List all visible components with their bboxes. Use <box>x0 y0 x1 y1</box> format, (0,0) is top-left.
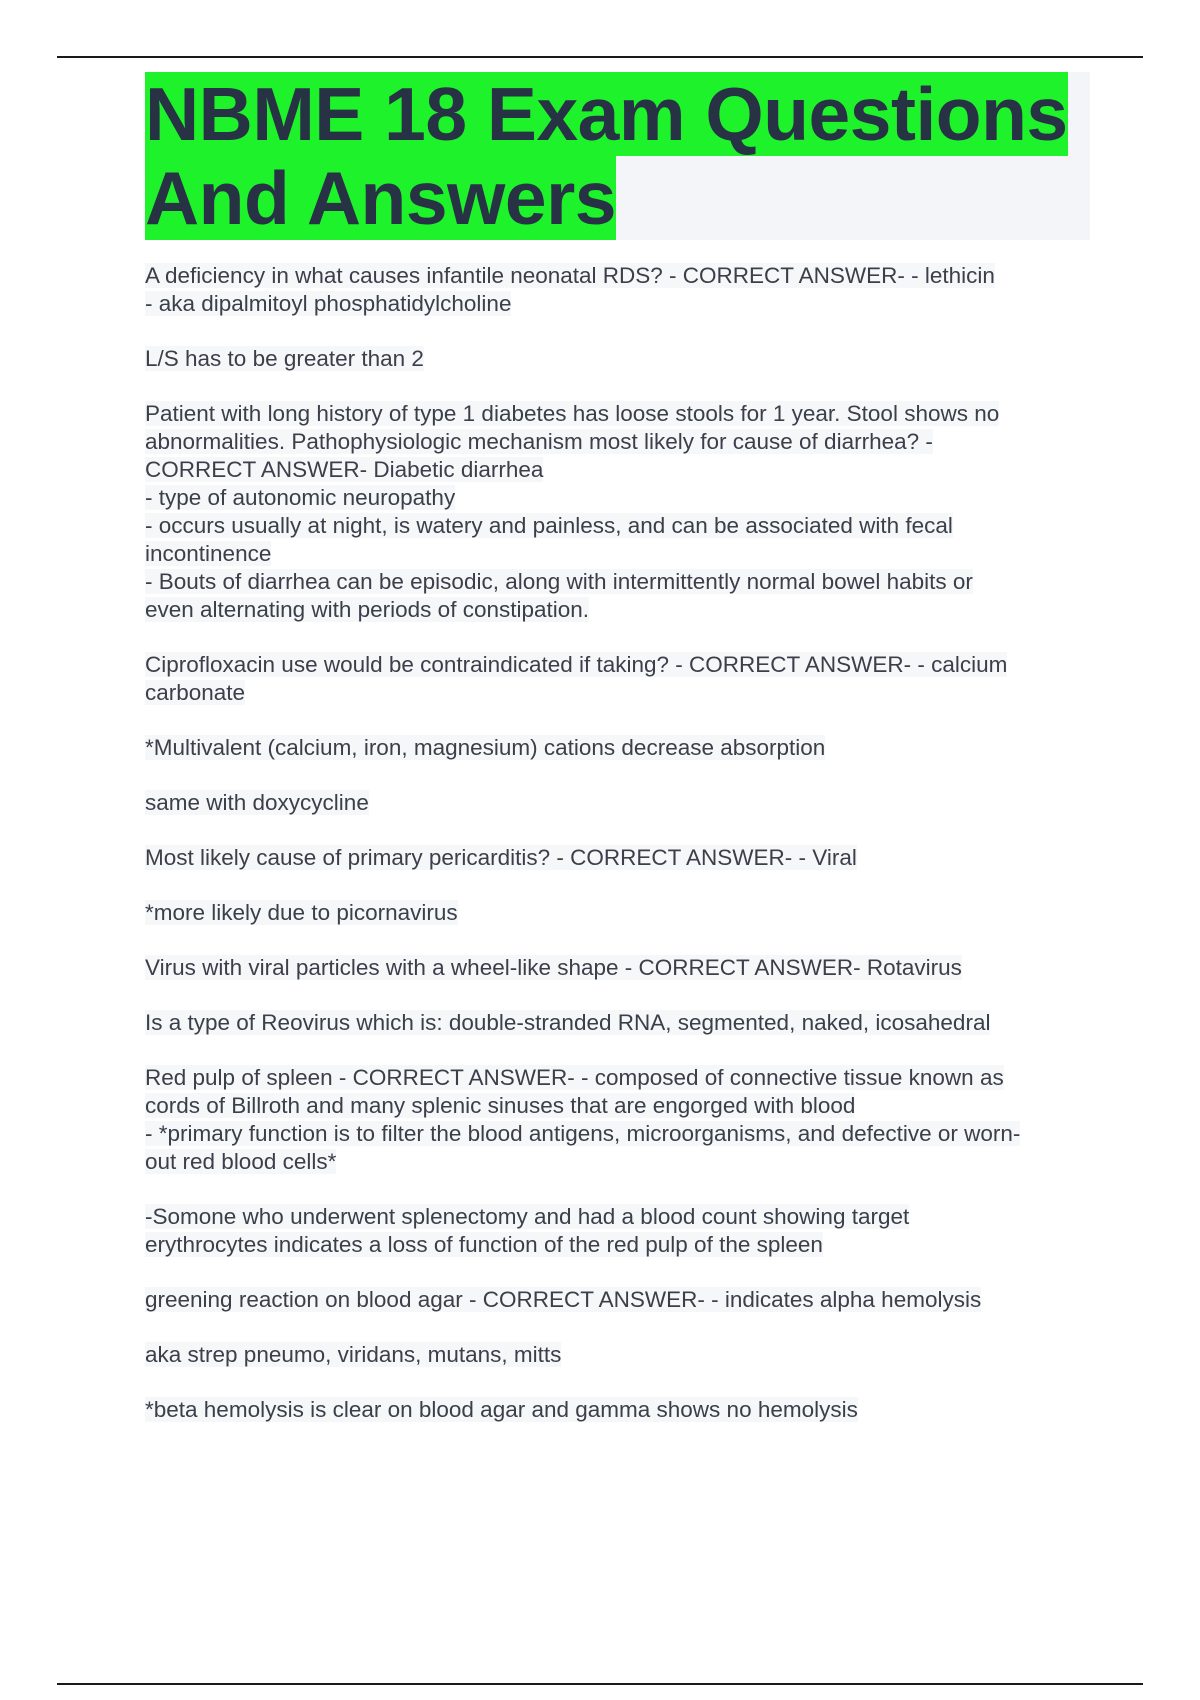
paragraph-text: same with doxycycline <box>145 790 369 815</box>
paragraph-10 <box>145 1009 1090 1037</box>
paragraph-text: *Multivalent (calcium, iron, magnesium) cations decrease absorption <box>145 735 826 760</box>
paragraph-text: Virus with viral particles with a wheel-like shape - CORRECT ANSWER- Rotavirus <box>145 955 962 980</box>
paragraph-text: L/S has to be greater than 2 <box>145 346 424 371</box>
paragraph-text: Ciprofloxacin use would be contraindicated if taking? - CORRECT ANSWER- - calcium carbonate <box>145 652 1008 705</box>
paragraph-text: *beta hemolysis is clear on blood agar and gamma shows no hemolysis <box>145 1397 858 1422</box>
paragraph-5 <box>145 734 1090 762</box>
paragraph-12 <box>145 1203 1090 1259</box>
title-highlight: NBME 18 Exam Questions And Answers <box>145 72 1068 240</box>
paragraph-4 <box>145 651 1090 707</box>
document-title <box>145 72 1090 240</box>
paragraph-15 <box>145 1396 1090 1424</box>
paragraph-8 <box>145 899 1090 927</box>
title-block <box>145 72 1090 240</box>
paragraph-1 <box>145 262 1090 318</box>
paragraph-text: A deficiency in what causes infantile neonatal RDS? - CORRECT ANSWER- - lethicin - aka dipalmitoyl phosphatidylcholine <box>145 263 995 316</box>
document-body <box>145 72 1090 1451</box>
paragraph-7 <box>145 844 1090 872</box>
bottom-rule <box>57 1683 1143 1685</box>
paragraph-text: Red pulp of spleen - CORRECT ANSWER- - composed of connective tissue known as cords of Billroth and many splenic sinuses that are engorged with blood - *primary function is to filter the blood antigens, microorganisms, and defective or worn- out red blood cells* <box>145 1065 1021 1174</box>
paragraph-text: greening reaction on blood agar - CORRECT ANSWER- - indicates alpha hemolysis <box>145 1287 982 1312</box>
paragraph-6 <box>145 789 1090 817</box>
paragraph-text: aka strep pneumo, viridans, mutans, mitts <box>145 1342 562 1367</box>
paragraph-text: *more likely due to picornavirus <box>145 900 458 925</box>
paragraph-3 <box>145 400 1090 624</box>
paragraph-9 <box>145 954 1090 982</box>
paragraph-2 <box>145 345 1090 373</box>
paragraph-14 <box>145 1341 1090 1369</box>
top-rule <box>57 56 1143 58</box>
paragraph-text: -Somone who underwent splenectomy and had a blood count showing target erythrocytes indicates a loss of function of the red pulp of the spleen <box>145 1204 910 1257</box>
paragraph-11 <box>145 1064 1090 1176</box>
paragraph-text: Is a type of Reovirus which is: double-stranded RNA, segmented, naked, icosahedral <box>145 1010 991 1035</box>
paragraph-text: Patient with long history of type 1 diabetes has loose stools for 1 year. Stool shows no abnormalities. Pathophysiologic mechanism most likely for cause of diarrhea? - CORRECT ANSWER- Diabetic diarrhea - type of autonomic neuropathy - occurs usually at night, is watery and painless, and can be associated with fecal incontinence - Bouts of diarrhea can be episodic, along with intermittently normal bowel habits or even alternating with periods of constipation. <box>145 401 1000 622</box>
paragraph-text: Most likely cause of primary pericarditis? - CORRECT ANSWER- - Viral <box>145 845 857 870</box>
paragraph-13 <box>145 1286 1090 1314</box>
